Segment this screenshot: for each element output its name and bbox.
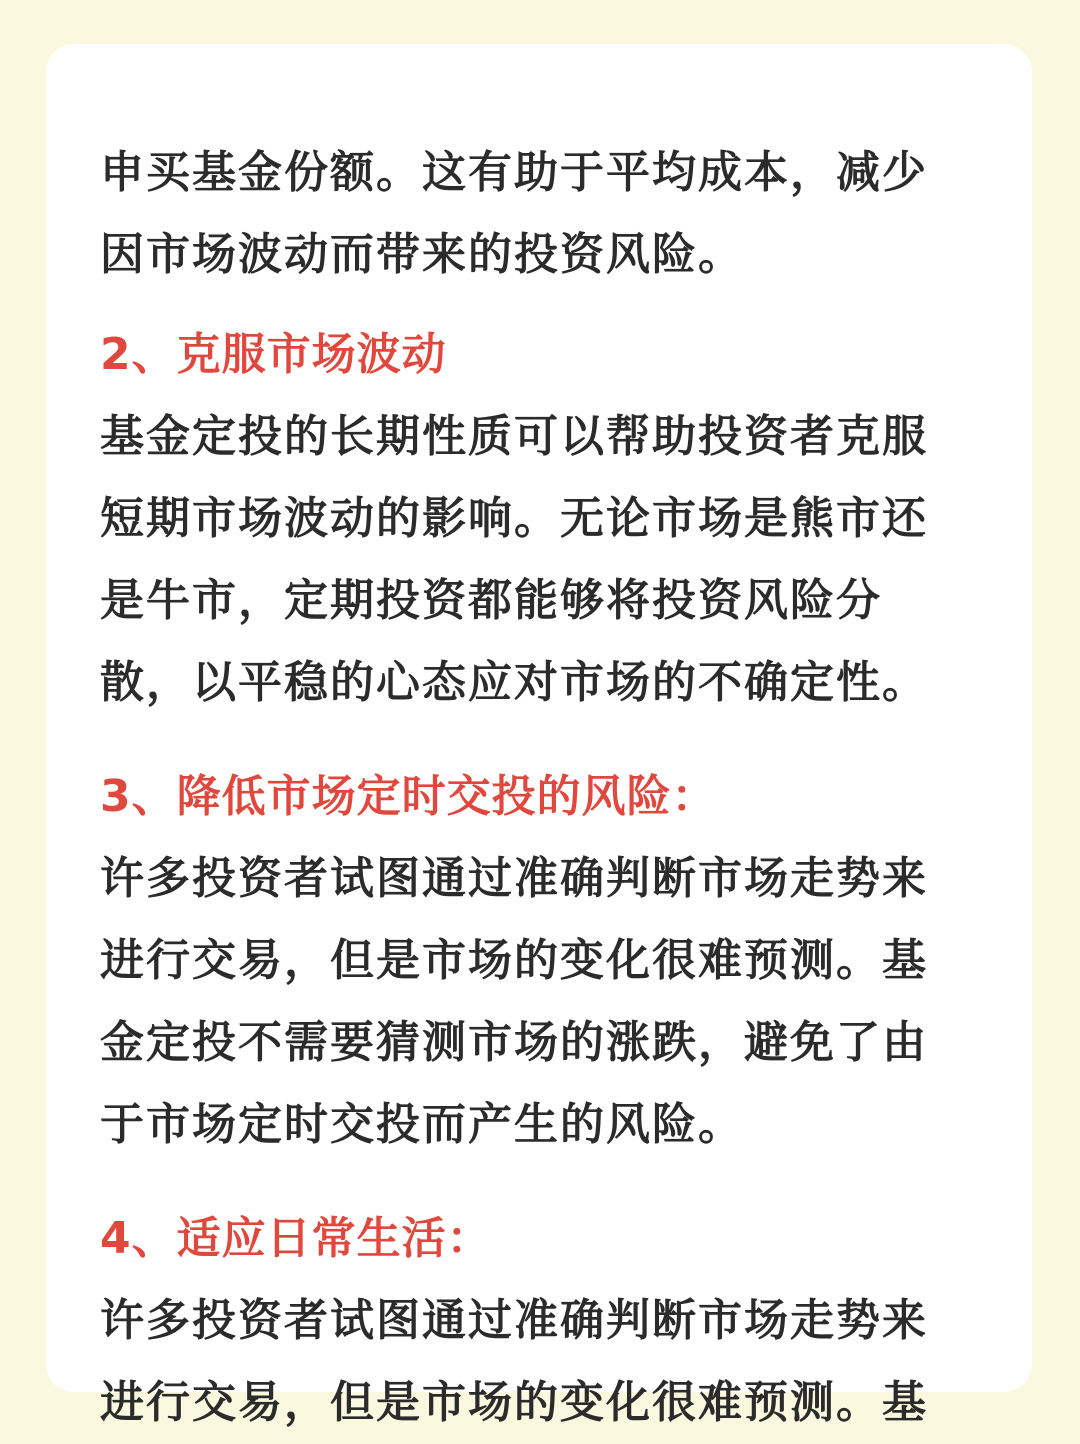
section-heading-overcome-volatility: 2、克服市场波动 (100, 329, 447, 380)
article-content (100, 132, 982, 1444)
article-card (46, 44, 1032, 1428)
section-heading-reduce-timing-risk: 3、降低市场定时交投的风险： (100, 771, 717, 822)
intro-line: 因市场波动而带来的投资风险。 (100, 229, 744, 280)
section-2-line: 短期市场波动的影响。无论市场是熊市还 (100, 493, 928, 544)
intro-line: 申买基金份额。这有助于平均成本，减少 (100, 147, 928, 198)
section-2-line: 基金定投的长期性质可以帮助投资者克服 (100, 411, 928, 462)
section-4-line: 进行交易，但是市场的变化很难预测。基 (100, 1377, 928, 1428)
section-3-line: 进行交易，但是市场的变化很难预测。基 (100, 935, 928, 986)
section-3-line: 于市场定时交投而产生的风险。 (100, 1099, 744, 1150)
section-3-line: 金定投不需要猜测市场的涨跌，避免了由 (100, 1017, 928, 1068)
section-heading-daily-life: 4、适应日常生活： (100, 1213, 492, 1264)
section-2-line: 散，以平稳的心态应对市场的不确定性。 (100, 657, 928, 708)
section-3-line: 许多投资者试图通过准确判断市场走势来 (100, 853, 928, 904)
section-4-line: 许多投资者试图通过准确判断市场走势来 (100, 1295, 928, 1346)
section-2-line: 是牛市，定期投资都能够将投资风险分 (100, 575, 882, 626)
